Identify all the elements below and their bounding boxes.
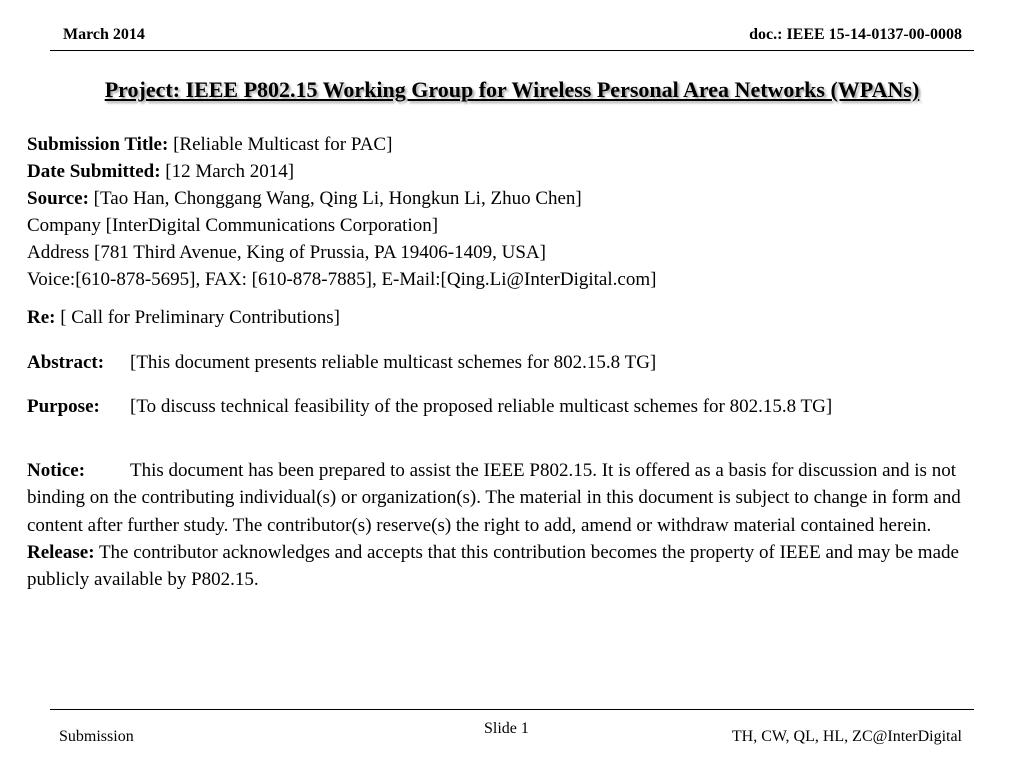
release-label: Release: (27, 541, 95, 563)
purpose-value: [To discuss technical feasibility of the proposed reliable multicast schemes for 802.15.8 TG] (130, 396, 833, 417)
re-line (27, 305, 340, 331)
header-date: March 2014 (63, 26, 145, 43)
source-label: Source: (27, 188, 89, 209)
date-submitted-line (27, 159, 294, 185)
submission-title-value: [Reliable Multicast for PAC] (173, 134, 393, 155)
header-doc-id: doc.: IEEE 15-14-0137-00-0008 (749, 26, 962, 43)
notice-text: This document has been prepared to assist the IEEE P802.15. It is offered as a basis for discussion and is not binding on the contributing individual(s) or organization(s). The material in this document is subject to change in form and content after further study. The contributor(s) reserve(s) the right to add, amend or withdraw material contained herein. (27, 460, 961, 536)
submission-title-line (27, 132, 392, 158)
purpose-label: Purpose: (27, 396, 100, 417)
notice-paragraph (27, 457, 987, 593)
footer-submission: Submission (59, 728, 134, 745)
contact-line: Voice:[610-878-5695], FAX: [610-878-7885], E-Mail:[Qing.Li@InterDigital.com] (27, 269, 657, 290)
project-title: Project: IEEE P802.15 Working Group for Wireless Personal Area Networks (WPANs) (104, 77, 920, 102)
address-line: Address [781 Third Avenue, King of Prussia, PA 19406-1409, USA] (27, 242, 546, 263)
footer-authors: TH, CW, QL, HL, ZC@InterDigital (731, 728, 962, 745)
source-value: [Tao Han, Chonggang Wang, Qing Li, Hongkun Li, Zhuo Chen] (93, 188, 582, 209)
abstract-value: [This document presents reliable multicast schemes for 802.15.8 TG] (130, 352, 657, 373)
source-line (27, 186, 582, 212)
re-label: Re: (27, 307, 56, 328)
re-value: [ Call for Preliminary Contributions] (60, 307, 340, 328)
header-divider (50, 50, 974, 51)
release-text: The contributor acknowledges and accepts that this contribution becomes the property of IEEE and may be made publicly available by P802.15. (27, 541, 959, 591)
date-submitted-value: [12 March 2014] (165, 161, 295, 182)
abstract-label: Abstract: (27, 352, 105, 373)
footer-divider (50, 709, 974, 710)
date-submitted-label: Date Submitted: (27, 161, 161, 182)
footer-slide-number: Slide 1 (484, 720, 529, 737)
notice-label: Notice: (27, 460, 86, 481)
submission-title-label: Submission Title: (27, 134, 169, 155)
company-line: Company [InterDigital Communications Corporation] (27, 215, 439, 236)
